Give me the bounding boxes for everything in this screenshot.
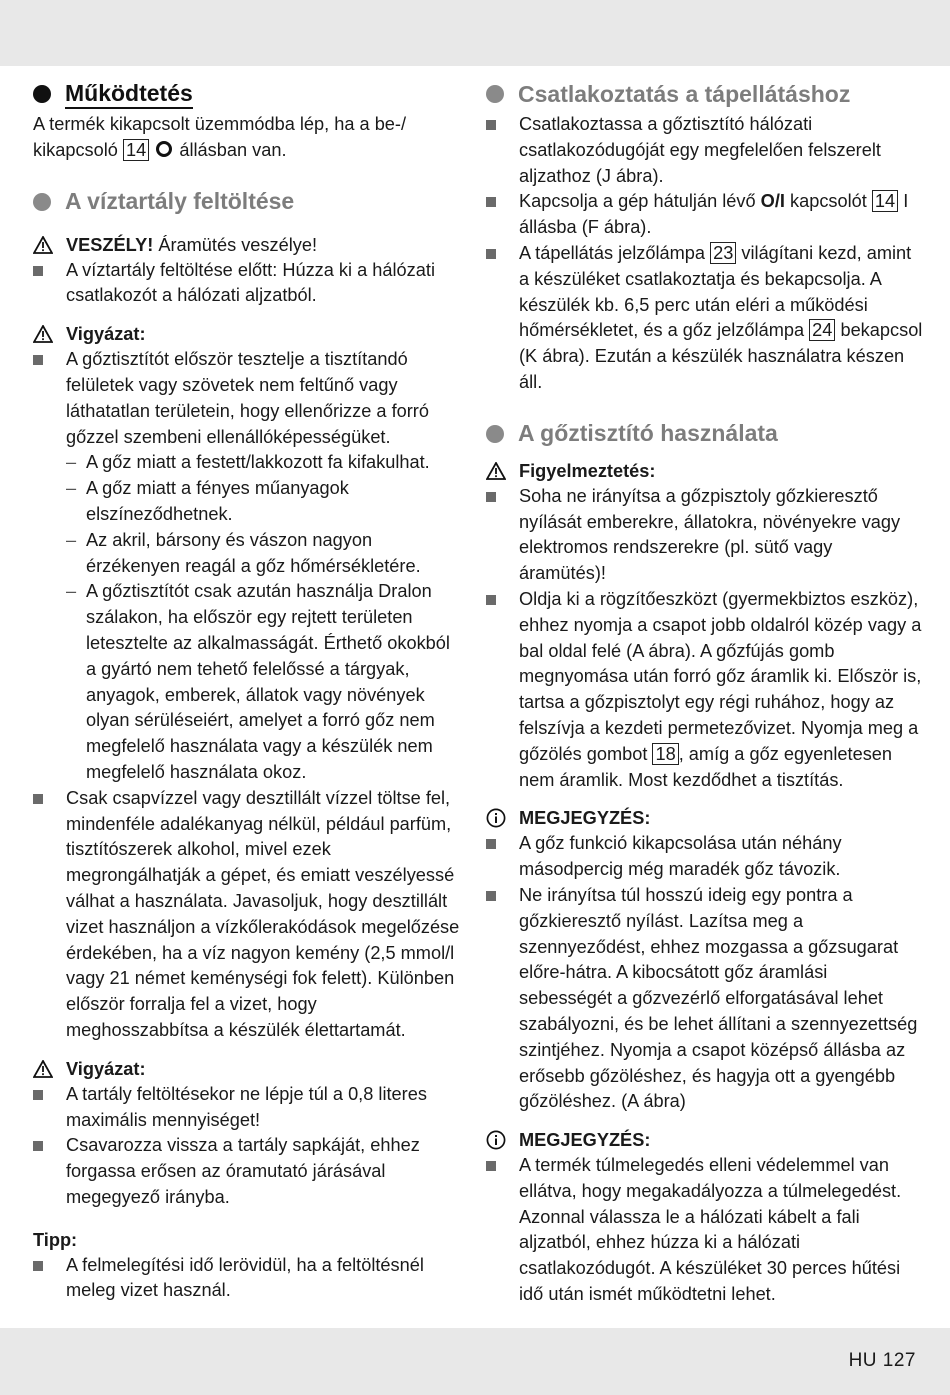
operation-paragraph: A termék kikapcsolt üzemmódba lép, ha a be-/ kikapcsoló 14 állásban van. [33, 114, 407, 160]
dash-item: – A gőz miatt a fényes műanyagok elszíneződhetnek. [66, 478, 349, 524]
warning-triangle-icon [33, 1060, 53, 1078]
section-heading-steam-cleaner-use: A gőztisztító használata [486, 416, 924, 452]
warning-triangle-icon [33, 325, 53, 343]
info-circle-icon [486, 808, 506, 828]
list-item: A termék túlmelegedés elleni védelemmel van ellátva, hogy megakadályozza a túlmelegedést. Azonnal válassza le a hálózati kábelt a fali aljzatból, ehhez húzza ki a hálózati csatlakozódugót. A készüléket 30 perces hűtési idő után ismét működtetni lehet. [486, 1153, 924, 1308]
caution-heading: Vigyázat: [33, 321, 463, 347]
list-item: Csak csapvízzel vagy desztillált vízzel töltse fel, mindenféle adalékanyag nélkül, például parfüm, tisztítószerek alkohol, mivel ezek megrongálhatják a gépet, és emiatt veszélyessé válhat a használata. Javasoljuk, hogy desztillált vizet használjon a vízkőlerakódások megelőzése érdekében, ha a víz nagyon kemény (2,5 mmol/l vagy 21 német keménységi fok felett). Különben először forralja fel a vizet, hogy meghosszabbítsa a készülék élettartamát. [33, 786, 463, 1044]
note-heading: MEGJEGYZÉS: [486, 805, 924, 831]
ref-number: 18 [652, 743, 678, 765]
dash-item: – Az akril, bársony és vászon nagyon érzékenyen reagál a gőz hőmérsékletére. [66, 529, 421, 576]
list-item: A víztartály feltöltése előtt: Húzza ki a hálózati csatlakozót a hálózati aljzatból. [33, 258, 463, 310]
switch-symbol: O/I [760, 191, 785, 212]
section-heading-power-connection: Csatlakoztatás a tápellátáshoz [486, 76, 924, 112]
info-circle-icon [486, 1130, 506, 1150]
list-item: Csavarozza vissza a tartály sapkáját, ehhez forgassa erősen az óramutató járásával megegyező irányba. [33, 1133, 463, 1210]
tip-heading: Tipp: [33, 1229, 78, 1250]
left-column [33, 72, 463, 1304]
dash-item: – A gőz miatt a festett/lakkozott fa kifakulhat. [66, 452, 430, 473]
list-item: Soha ne irányítsa a gőzpisztoly gőzkieresztő nyílását emberekre, állatokra, növényekre vagy elektromos rendszerekre (pl. sütő vagy áramütés)! [486, 484, 924, 587]
list-item: A gőz funkció kikapcsolása után néhány másodpercig még maradék gőz távozik. [486, 831, 924, 883]
list-item: Ne irányítsa túl hosszú ideig egy pontra a gőzkieresztő nyílást. Lazítsa meg a szennyeződést, ehhez mozgassa a gőzsugarat előre-hátra. A kibocsátott gőz áramlási sebességét a gőzvezérlő elforgatásával lehet szabályozni, és be lehet állítani a szennyezettség szintjéhez. Nyomja a csapot középső állásba az erősebb gőzöléshez, és hagyja ott a gyengébb gőzöléshez. (A ábra) [486, 883, 924, 1115]
list-item: Csatlakoztassa a gőztisztító hálózati csatlakozódugóját egy megfelelően felszerelt aljzathoz (J ábra). [486, 112, 924, 189]
section-heading-operation: Működtetés [33, 76, 463, 112]
bullet-dot-icon [33, 193, 51, 211]
list-item: A tápellátás jelzőlámpa 23 világítani kezd, amint a készüléket csatlakoztatja és bekapcsolja. A készülék kb. 6,5 perc után eléri a működési hőmérsékletet, és a gőz jelzőlámpa 24 bekapcsol (K ábra). Ezután a készülék használatra készen áll. [486, 241, 924, 396]
list-item: Kapcsolja a gép hátulján lévő O/I kapcsolót 14 I állásba (F ábra). [486, 189, 924, 241]
header-bar [0, 0, 950, 66]
page-number: HU 127 [848, 1350, 916, 1371]
dash-item: – A gőztisztítót csak azután használja Dralon szálakon, ha először egy rejtett területen letesztelte az alkalmasságát. Érthető okokból a gyártó nem tehető felelőssé a tárgyak, anyagok, emberek, állatok vagy növények olyan sérüléseiért, amelyet a forró gőz nem megfelelő használata vagy a készülék nem megfelelő használata okoz. [66, 581, 450, 782]
list-item: A gőztisztítót először tesztelje a tisztítandó felületek vagy szövetek nem feltűnő vagy láthatatlan területein, hogy ellenőrizze a forró gőzzel szembeni ellenállóképességüket. [33, 347, 463, 450]
list-item: A felmelegítési idő lerövidül, ha a feltöltésnél meleg vizet használ. [33, 1253, 463, 1305]
bullet-dot-icon [486, 85, 504, 103]
warning-triangle-icon [486, 462, 506, 480]
warning-heading: Figyelmeztetés: [486, 458, 924, 484]
off-position-icon [156, 141, 172, 157]
warning-triangle-icon [33, 236, 53, 254]
ref-number: 14 [123, 139, 149, 161]
list-item: Oldja ki a rögzítőeszközt (gyermekbiztos eszköz), ehhez nyomja a csapot jobb oldalról közép vagy a bal oldal felé (A ábra). A gőzfújás gomb megnyomása után forró gőz áramlik ki. Először is, tartsa a gőzpisztolyt egy régi ruhához, hogy az felszívja a kezdeti permetezővizet. Nyomja meg a gőzölés gombot 18 , amíg a gőz egyenletesen nem áramlik. Most kezdődhet a tisztítás. [486, 587, 924, 793]
ref-number: 24 [809, 319, 835, 341]
footer-bar [0, 1328, 950, 1395]
note-heading: MEGJEGYZÉS: [486, 1127, 924, 1153]
danger-heading: VESZÉLY! Áramütés veszélye! [33, 232, 463, 258]
ref-number: 23 [710, 242, 736, 264]
list-item: A tartály feltöltésekor ne lépje túl a 0,8 literes maximális mennyiséget! [33, 1082, 463, 1134]
caution-heading: Vigyázat: [33, 1056, 463, 1082]
section-heading-fill-tank: A víztartály feltöltése [33, 184, 463, 220]
right-column [486, 72, 924, 1308]
ref-number: 14 [872, 190, 898, 212]
bullet-dot-icon [486, 425, 504, 443]
bullet-dot-icon [33, 85, 51, 103]
